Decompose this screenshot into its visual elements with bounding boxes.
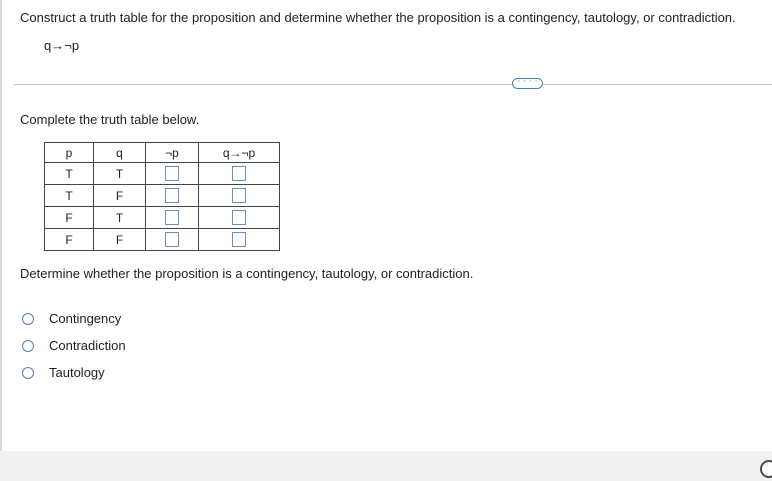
implication-answer-input[interactable] xyxy=(232,188,246,203)
table-row xyxy=(45,163,280,185)
cell-q-implies-not-p xyxy=(199,163,280,185)
implication-answer-input[interactable] xyxy=(232,210,246,225)
truth-table xyxy=(44,142,280,251)
option-contradiction[interactable] xyxy=(22,332,126,359)
help-icon[interactable] xyxy=(760,460,772,478)
cell-not-p xyxy=(146,185,199,207)
option-label: Contingency xyxy=(49,311,122,326)
option-label: Tautology xyxy=(49,365,105,380)
table-instruction: Complete the truth table below. xyxy=(20,112,200,127)
option-contingency[interactable] xyxy=(22,305,126,332)
cell-q: F xyxy=(94,185,146,207)
cell-q: T xyxy=(94,163,146,185)
cell-not-p xyxy=(146,207,199,229)
cell-q-implies-not-p xyxy=(199,207,280,229)
option-tautology[interactable] xyxy=(22,359,126,386)
header-q-implies-not-p: q→¬p xyxy=(199,143,280,163)
not-p-answer-input[interactable] xyxy=(165,210,179,225)
not-p-answer-input[interactable] xyxy=(165,232,179,247)
table-row xyxy=(45,185,280,207)
cell-p: T xyxy=(45,185,94,207)
cell-q-implies-not-p xyxy=(199,229,280,251)
cell-q: F xyxy=(94,229,146,251)
not-p-answer-input[interactable] xyxy=(165,166,179,181)
cell-p: F xyxy=(45,229,94,251)
header-q: q xyxy=(94,143,146,163)
more-options-button[interactable]: · · · · xyxy=(512,78,543,89)
cell-not-p xyxy=(146,163,199,185)
radio-button[interactable] xyxy=(22,367,34,379)
table-row xyxy=(45,229,280,251)
cell-p: F xyxy=(45,207,94,229)
implication-answer-input[interactable] xyxy=(232,232,246,247)
cell-not-p xyxy=(146,229,199,251)
header-not-p: ¬p xyxy=(146,143,199,163)
question-instruction: Construct a truth table for the proposition and determine whether the proposition is a contingency, tautology, or contradiction. xyxy=(20,10,736,25)
header-p: p xyxy=(45,143,94,163)
table-row xyxy=(45,207,280,229)
footer-bar xyxy=(0,451,772,481)
radio-button[interactable] xyxy=(22,313,34,325)
cell-p: T xyxy=(45,163,94,185)
implication-answer-input[interactable] xyxy=(232,166,246,181)
truth-table-header-row xyxy=(45,143,280,163)
proposition-formula: q→¬p xyxy=(44,38,80,53)
cell-q-implies-not-p xyxy=(199,185,280,207)
not-p-answer-input[interactable] xyxy=(165,188,179,203)
classification-options xyxy=(22,305,126,386)
section-divider xyxy=(14,84,772,85)
option-label: Contradiction xyxy=(49,338,126,353)
classification-prompt: Determine whether the proposition is a contingency, tautology, or contradiction. xyxy=(20,266,474,281)
radio-button[interactable] xyxy=(22,340,34,352)
cell-q: T xyxy=(94,207,146,229)
